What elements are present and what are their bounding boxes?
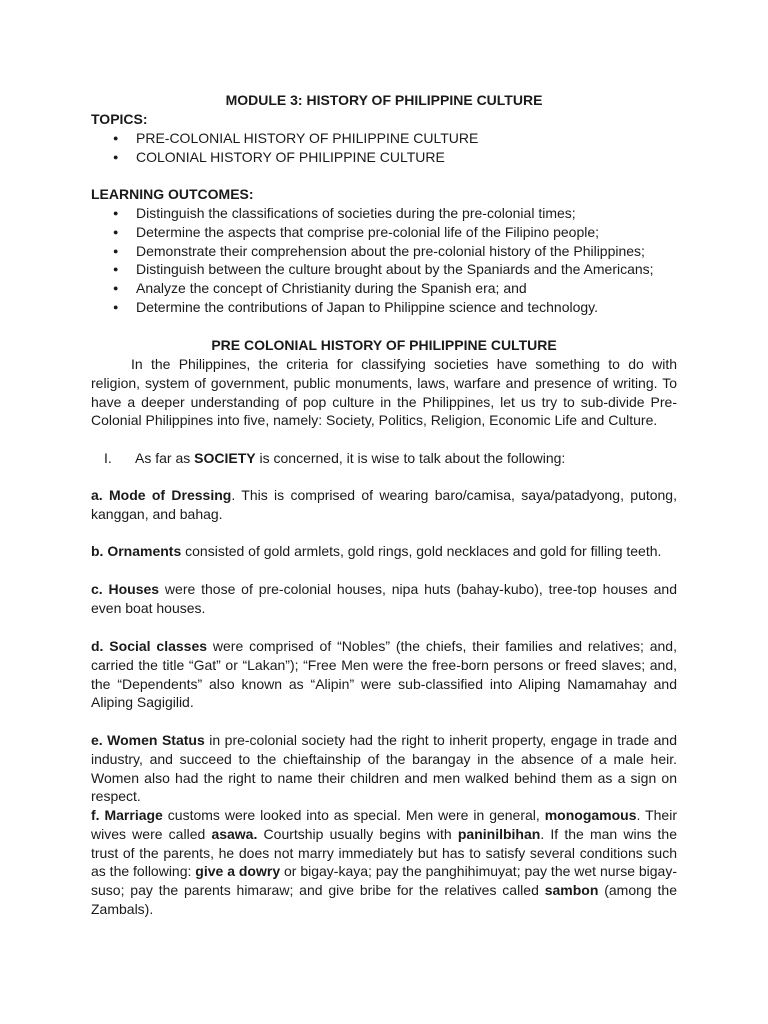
item-marriage bbox=[91, 806, 677, 919]
item-text: . This is comprised of wearing baro/camisa, saya/patadyong, putong, kanggan, and bahag. bbox=[91, 487, 677, 522]
term-give-a-dowry: give a dowry bbox=[195, 863, 281, 880]
topics-list bbox=[91, 129, 691, 167]
roman-numeral: I. bbox=[104, 450, 112, 466]
topics-heading: TOPICS: bbox=[91, 111, 148, 127]
topic-item: ● COLONIAL HISTORY OF PHILIPPINE CULTURE bbox=[91, 148, 691, 167]
section-title: PRE COLONIAL HISTORY OF PHILIPPINE CULTURE bbox=[211, 337, 557, 353]
item-text: Courtship usually begins with bbox=[257, 825, 458, 842]
term-sambon: sambon bbox=[544, 882, 599, 899]
item-label: c. Houses bbox=[91, 581, 160, 597]
item-ornaments bbox=[91, 542, 677, 561]
item-label: e. Women Status bbox=[91, 732, 205, 748]
society-line-before: As far as bbox=[135, 450, 195, 466]
item-label: d. Social classes bbox=[91, 638, 208, 654]
item-text: were those of pre-colonial houses, nipa huts (bahay-kubo), tree-top houses and even boat houses. bbox=[91, 581, 677, 616]
term-asawa: asawa. bbox=[211, 825, 258, 842]
item-text: in pre-colonial society had the right to inherit property, engage in trade and industry, and succeed to the chieftainship of the barangay in the absence of a male heir. Women also had the right to name their children and men walked behind them as a sign on respect. bbox=[91, 732, 678, 805]
outcome-item: ● Determine the aspects that comprise pre-colonial life of the Filipino people; bbox=[91, 223, 691, 242]
module-title: MODULE 3: HISTORY OF PHILIPPINE CULTURE bbox=[225, 92, 543, 108]
term-monogamous: monogamous bbox=[544, 807, 637, 823]
item-mode-of-dressing bbox=[91, 486, 677, 524]
item-text: . If the man wins the trust of the parents, he does not marry immediately but has to satisfy several conditions such as the following: bbox=[91, 825, 677, 880]
intro-paragraph: In the Philippines, the criteria for classifying societies have something to do with religion, system of government, public monuments, laws, warfare and presence of writing. To have a deeper understanding of pop culture in the Philippines, let us try to sub-divide Pre-Colonial Philippines into five, namely: Society, Politics, Religion, Economic Life and Culture. bbox=[91, 356, 677, 429]
item-text: consisted of gold armlets, gold rings, gold necklaces and gold for filling teeth. bbox=[181, 543, 662, 559]
outcome-item: ● Distinguish between the culture brought about by the Spaniards and the Americans; bbox=[91, 260, 691, 279]
item-text: (among the Zambals). bbox=[91, 882, 677, 917]
item-label: a. Mode of Dressing bbox=[91, 487, 232, 503]
item-label: b. Ornaments bbox=[91, 543, 182, 559]
society-line-after: is concerned, it is wise to talk about the following: bbox=[255, 450, 566, 466]
outcome-item: ● Analyze the concept of Christianity during the Spanish era; and bbox=[91, 279, 691, 298]
term-paninilbihan: paninilbihan bbox=[457, 825, 541, 842]
learning-outcomes-heading: LEARNING OUTCOMES: bbox=[91, 186, 254, 202]
topic-item: ● PRE-COLONIAL HISTORY OF PHILIPPINE CULTURE bbox=[91, 129, 691, 148]
item-text: or bigay-kaya; pay the panghihimuyat; pay the wet nurse bigay-suso; pay the parents himaraw; and give bribe for the relatives called bbox=[91, 863, 678, 899]
outcome-item: ● Determine the contributions of Japan to Philippine science and technology. bbox=[91, 298, 691, 317]
learning-outcomes-list bbox=[91, 204, 691, 317]
society-line bbox=[91, 449, 565, 468]
item-women-status bbox=[91, 731, 677, 806]
item-social-classes bbox=[91, 637, 677, 712]
outcome-item: ● Distinguish the classifications of societies during the pre-colonial times; bbox=[91, 204, 691, 223]
outcome-item: ● Demonstrate their comprehension about the pre-colonial history of the Philippines; bbox=[91, 242, 691, 261]
item-text: were comprised of “Nobles” (the chiefs, their families and relatives; and, carried the title “Gat” or “Lakan”); “Free Men were the free-born persons or freed slaves; and, the “Dependents” also known as “Alipin” were sub-classified into Aliping Namamahay and Aliping Sagigilid. bbox=[91, 638, 677, 711]
item-text: . Their wives were called bbox=[91, 807, 677, 842]
society-keyword: SOCIETY bbox=[194, 450, 256, 466]
item-label: f. Marriage bbox=[91, 807, 163, 823]
item-houses bbox=[91, 580, 677, 618]
item-text: customs were looked into as special. Men were in general, bbox=[162, 807, 545, 823]
